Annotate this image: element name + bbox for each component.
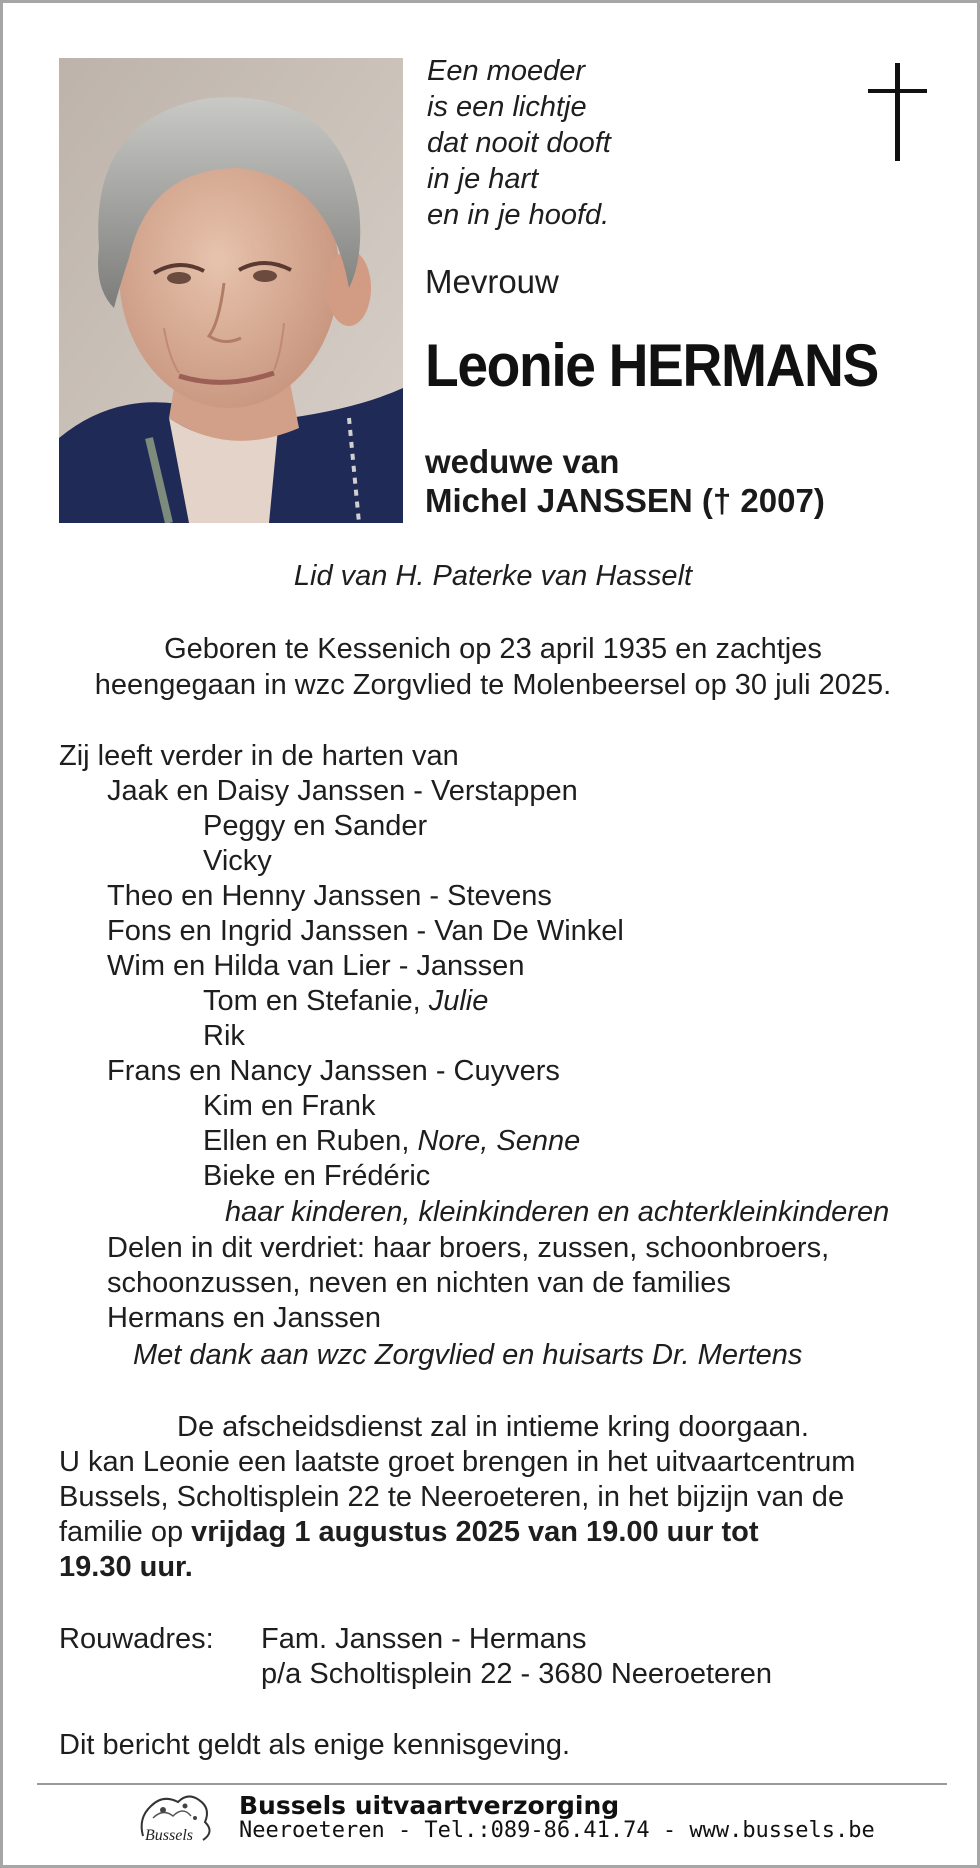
family-member [203, 985, 488, 1018]
service-text: familie op [59, 1516, 192, 1548]
family-member [203, 1125, 580, 1158]
address-line: p/a Scholtisplein 22 - 3680 Neeroeteren [261, 1658, 773, 1690]
family-member: Wim en Hilda van Lier - Janssen [107, 950, 525, 982]
poem-line: in je hart [427, 163, 539, 195]
honorific: Mevrouw [425, 263, 559, 300]
family-member: Rik [203, 1020, 245, 1052]
logo-text: Bussels [145, 1827, 193, 1844]
service-line: U kan Leonie een laatste groet brengen in het uitvaartcentrum [59, 1446, 856, 1478]
address-label: Rouwadres: [59, 1623, 214, 1655]
great-grandchild-name: Julie [428, 985, 489, 1017]
thanks-line: Met dank aan wzc Zorgvlied en huisarts Dr. Mertens [133, 1339, 803, 1371]
family-member: Fons en Ingrid Janssen - Van De Winkel [107, 915, 624, 947]
deceased-name: Leonie HERMANS [425, 332, 878, 399]
sharing-line: Delen in dit verdriet: haar broers, zussen, schoonbroers, [107, 1232, 830, 1264]
service-line [59, 1516, 758, 1549]
portrait-image [59, 58, 403, 523]
sharing-line: schoonzussen, neven en nichten van de families [107, 1267, 731, 1299]
family-intro: Zij leeft verder in de harten van [59, 740, 459, 772]
family-member-name: Tom en Stefanie, [203, 985, 429, 1017]
membership-line: Lid van H. Paterke van Hasselt [293, 560, 693, 592]
widow-of-label: weduwe van [425, 443, 620, 480]
great-grandchild-name: Nore, Senne [417, 1125, 581, 1157]
service-datetime-end: 19.30 uur. [59, 1551, 193, 1583]
notice-line: Dit bericht geldt als enige kennisgeving. [59, 1729, 571, 1761]
family-member: Theo en Henny Janssen - Stevens [107, 880, 552, 912]
family-member: Jaak en Daisy Janssen - Verstappen [107, 775, 578, 807]
poem-line: is een lichtje [427, 91, 587, 123]
company-name: Bussels uitvaartverzorging [239, 1791, 620, 1820]
birth-line: Geboren te Kessenich op 23 april 1935 en zachtjes [164, 633, 822, 665]
poem-line: Een moeder [427, 55, 585, 87]
death-line: heengegaan in wzc Zorgvlied te Molenbeersel op 30 juli 2025. [94, 669, 892, 701]
family-member: Kim en Frank [203, 1090, 376, 1122]
company-contact: Neeroeteren - Tel.:089-86.41.74 - www.bussels.be [239, 1818, 875, 1843]
portrait-photo [59, 58, 403, 523]
cross-icon [868, 63, 928, 163]
bussels-logo-icon [133, 1788, 223, 1850]
spouse-name: Michel JANSSEN († 2007) [425, 482, 825, 519]
family-member: Frans en Nancy Janssen - Cuyvers [107, 1055, 560, 1087]
address-line: Fam. Janssen - Hermans [261, 1623, 587, 1655]
poem-line: dat nooit dooft [427, 127, 611, 159]
sharing-line: Hermans en Janssen [107, 1302, 382, 1334]
family-member: Bieke en Frédéric [203, 1160, 431, 1192]
footer-divider [37, 1783, 947, 1785]
family-summary: haar kinderen, kleinkinderen en achterkleinkinderen [225, 1196, 890, 1228]
service-line: De afscheidsdienst zal in intieme kring doorgaan. [177, 1411, 809, 1443]
family-member: Vicky [203, 845, 272, 877]
poem-line: en in je hoofd. [427, 199, 610, 231]
family-member: Peggy en Sander [203, 810, 428, 842]
family-member-name: Ellen en Ruben, [203, 1125, 418, 1157]
service-line: Bussels, Scholtisplein 22 te Neeroeteren, in het bijzijn van de [59, 1481, 845, 1513]
service-datetime: vrijdag 1 augustus 2025 van 19.00 uur tot [191, 1516, 759, 1548]
